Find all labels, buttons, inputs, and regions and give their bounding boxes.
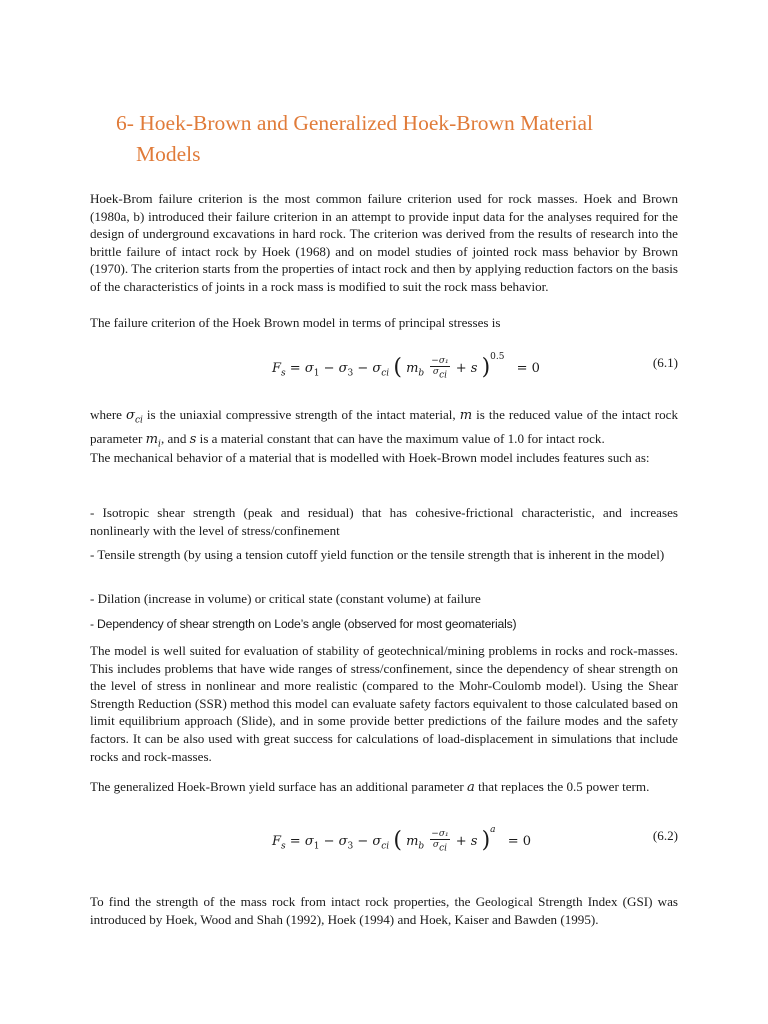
feature-item: - Dilation (increase in volume) or critical state (constant volume) at failure: [90, 591, 481, 606]
mechanical-paragraph: The mechanical behavior of a material that is modelled with Hoek-Brown model includes features such as:: [90, 450, 650, 465]
eq-mb-sub: b: [418, 841, 425, 852]
equation-number: (6.2): [652, 828, 678, 843]
fraction-numerator: −σ₁: [431, 829, 449, 839]
s-symbol: s: [189, 432, 197, 448]
where-text: is the reduced value of the intact rock parameter: [90, 407, 678, 447]
eq-mb: m: [406, 833, 419, 849]
mi-symbol: m: [145, 432, 159, 448]
m-symbol: m: [459, 408, 473, 423]
eq-fraction: [430, 829, 449, 853]
fraction-numerator: −σ₁: [431, 356, 449, 366]
generalized-paragraph: [90, 778, 678, 797]
fraction-denominator: [430, 840, 449, 853]
eq-sub: 3: [347, 841, 354, 852]
eq-sub: ci: [381, 368, 390, 379]
fraction-denominator: [430, 367, 449, 380]
eq-exponent: a: [490, 825, 496, 836]
intro-paragraph: Hoek-Brom failure criterion is the most common failure criterion used for rock masses. Hoek and Brown (1980a, b) introduced their failure criterion in an attempt to provide input data for the analyses required for the design of underground excavations in hard rock. The criterion was derived from the results of research into the brittle failure of intact rock by Hoek (1968) and on model studies of jointed rock mass behavior by Brown (1970). The criterion starts from the properties of intact rock and then by applying reduction factors on the basis of the characteristics of joints in a rock mass is modified to suit the rock mass behavior.: [90, 191, 678, 294]
eq-rhs: = 0: [507, 833, 531, 849]
sigma-ci-symbol: σ: [126, 408, 135, 423]
eq-lhs-sub: s: [281, 841, 286, 852]
eq-lhs-sub: s: [281, 368, 286, 379]
denominator-symbol: σ: [432, 367, 440, 377]
eq-term: − σ: [357, 360, 382, 376]
a-symbol: a: [467, 780, 475, 795]
eq-sub: 3: [347, 368, 354, 379]
sigma-ci-sub: ci: [134, 415, 143, 426]
eq-sub: 1: [313, 368, 320, 379]
eq-term: − σ: [357, 833, 382, 849]
eq-plus-s: + s: [455, 360, 478, 376]
where-text: where: [90, 407, 126, 422]
feature-item: - Isotropic shear strength (peak and residual) that has cohesive-frictional characteristic, and increases nonlinearly with the level of stress/confinement: [90, 505, 678, 538]
heading-line-1: 6- Hoek-Brown and Generalized Hoek-Brown Material: [116, 111, 594, 135]
eq-exponent: 0.5: [490, 352, 505, 363]
model-suitability-paragraph: The model is well suited for evaluation of stability of geotechnical/mining problems in rocks and rock-masses. This includes problems that have wide ranges of stress/confinement, since the dependency of shear strength on the level of stress in nonlinear and more realistic (compared to the Mohr-Coulomb model). Using the Shear Strength Reduction (SSR) method this model can evaluate safety factors equivalent to those calculated based on limit equilibrium approach (Slide), and in some provide better predictions of the failure modes and the safety factors. It can be also used with great success for calculations of load-displacement in simulations that include rocks and rock-masses.: [90, 643, 678, 764]
denominator-symbol: σ: [432, 840, 440, 850]
eq-rhs: = 0: [516, 360, 540, 376]
eq-sub: ci: [381, 841, 390, 852]
heading-line-2: Models: [136, 142, 201, 166]
eq-term: − σ: [323, 833, 348, 849]
equation-number: (6.1): [652, 355, 678, 370]
feature-item: - Dependency of shear strength on Lode’s angle (observed for most geomaterials): [90, 617, 517, 631]
generalized-text: The generalized Hoek-Brown yield surface has an additional parameter: [90, 779, 468, 794]
denominator-sub: ci: [439, 843, 447, 854]
eq-plus-s: + s: [455, 833, 478, 849]
close-paren: ): [481, 355, 491, 381]
eq-lhs: F: [272, 360, 282, 376]
equation-6-2: [90, 815, 678, 863]
gsi-paragraph: To find the strength of the mass rock from intact rock properties, the Geological Strength Index (GSI) was introduced by Hoek, Wood and Shah (1992), Hoek (1994) and Hoek, Kaiser and Bawden (1995).: [90, 894, 678, 927]
eq-term: = σ: [289, 360, 314, 376]
generalized-text: that replaces the 0.5 power term.: [474, 779, 650, 794]
where-text: is a material constant that can have the maximum value of 1.0 for intact rock.: [196, 431, 605, 447]
eq-lhs: F: [272, 833, 282, 849]
mi-sub: i: [158, 439, 161, 450]
feature-item: - Tensile strength (by using a tension cutoff yield function or the tensile strength that is inherent in the model): [90, 547, 665, 562]
where-paragraph: [90, 406, 678, 454]
close-paren: ): [481, 828, 491, 854]
denominator-sub: ci: [439, 370, 447, 381]
eq-mb-sub: b: [418, 368, 425, 379]
where-text: , and: [160, 431, 190, 447]
eq-fraction: [430, 356, 449, 380]
eq-term: − σ: [323, 360, 348, 376]
criterion-intro-paragraph: The failure criterion of the Hoek Brown model in terms of principal stresses is: [90, 315, 501, 330]
eq-term: = σ: [289, 833, 314, 849]
eq-mb: m: [406, 360, 419, 376]
where-text: is the uniaxial compressive strength of the intact material,: [142, 407, 460, 422]
section-heading: [116, 108, 676, 170]
open-paren: (: [393, 828, 402, 854]
eq-sub: 1: [313, 841, 320, 852]
equation-6-1: [90, 342, 678, 390]
open-paren: (: [393, 355, 402, 381]
